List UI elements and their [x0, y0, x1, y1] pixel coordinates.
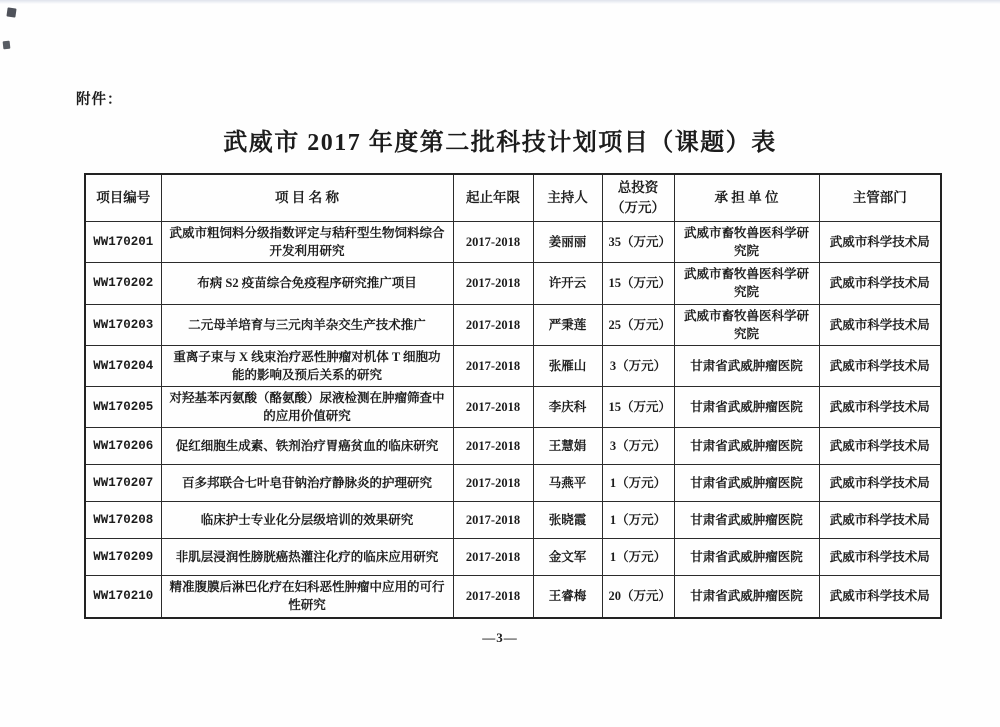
cell-department: 武威市科学技术局: [819, 387, 941, 428]
cell-investment: 35（万元）: [602, 222, 674, 263]
cell-period: 2017-2018: [453, 345, 533, 386]
cell-project-name: 百多邦联合七叶皂苷钠治疗静脉炎的护理研究: [161, 465, 453, 502]
page-number: —3—: [482, 630, 518, 645]
project-row: [85, 465, 941, 502]
cell-leader: 张雁山: [533, 345, 602, 386]
cell-project-id: WW170203: [85, 304, 161, 345]
cell-investment: 1（万元）: [602, 502, 674, 539]
cell-department: 武威市科学技术局: [819, 428, 941, 465]
cell-project-id: WW170208: [85, 502, 161, 539]
project-row: [85, 502, 941, 539]
col-header-project-id: 项目编号: [85, 174, 161, 222]
cell-period: 2017-2018: [453, 387, 533, 428]
cell-department: 武威市科学技术局: [819, 222, 941, 263]
project-row: [85, 263, 941, 304]
col-header-investment: [602, 174, 674, 222]
project-row: [85, 428, 941, 465]
cell-project-name: 对羟基苯丙氨酸（酪氨酸）尿液检测在肿瘤筛查中的应用价值研究: [161, 387, 453, 428]
cell-leader: 张晓霞: [533, 502, 602, 539]
cell-undertaker: 甘肃省武威肿瘤医院: [674, 539, 819, 576]
projects-table: [84, 173, 942, 619]
cell-project-name: 促红细胞生成素、铁剂治疗胃癌贫血的临床研究: [161, 428, 453, 465]
cell-department: 武威市科学技术局: [819, 539, 941, 576]
project-row: [85, 304, 941, 345]
cell-project-name: 二元母羊培育与三元肉羊杂交生产技术推广: [161, 304, 453, 345]
cell-investment: 25（万元）: [602, 304, 674, 345]
table-header-row: [85, 174, 941, 222]
cell-investment: 1（万元）: [602, 465, 674, 502]
cell-leader: 严秉莲: [533, 304, 602, 345]
cell-leader: 王慧娟: [533, 428, 602, 465]
project-row: [85, 222, 941, 263]
cell-project-id: WW170202: [85, 263, 161, 304]
cell-leader: 王睿梅: [533, 576, 602, 618]
col-header-period: 起止年限: [453, 174, 533, 222]
cell-undertaker: 甘肃省武威肿瘤医院: [674, 428, 819, 465]
cell-project-name: 武威市粗饲料分级指数评定与秸秆型生物饲料综合开发利用研究: [161, 222, 453, 263]
scan-edge-shadow: [0, 0, 1000, 4]
cell-undertaker: 甘肃省武威肿瘤医院: [674, 576, 819, 618]
cell-undertaker: 甘肃省武威肿瘤医院: [674, 502, 819, 539]
col-header-project-name: 项 目 名 称: [161, 174, 453, 222]
cell-investment: 3（万元）: [602, 428, 674, 465]
cell-project-name: 精准腹膜后淋巴化疗在妇科恶性肿瘤中应用的可行性研究: [161, 576, 453, 618]
cell-period: 2017-2018: [453, 428, 533, 465]
cell-period: 2017-2018: [453, 465, 533, 502]
project-row: [85, 345, 941, 386]
cell-project-id: WW170204: [85, 345, 161, 386]
cell-department: 武威市科学技术局: [819, 263, 941, 304]
col-header-leader: 主持人: [533, 174, 602, 222]
scan-artifact-mark: [6, 7, 16, 17]
cell-period: 2017-2018: [453, 222, 533, 263]
cell-project-id: WW170206: [85, 428, 161, 465]
col-header-department: 主管部门: [819, 174, 941, 222]
cell-project-id: WW170209: [85, 539, 161, 576]
cell-undertaker: 武威市畜牧兽医科学研究院: [674, 222, 819, 263]
cell-investment: 20（万元）: [602, 576, 674, 618]
cell-period: 2017-2018: [453, 263, 533, 304]
cell-department: 武威市科学技术局: [819, 345, 941, 386]
attachment-label: 附件：: [76, 92, 123, 108]
col-header-investment-line2: （万元）: [611, 200, 665, 215]
project-row: [85, 539, 941, 576]
col-header-investment-line1: 总投资: [617, 180, 659, 196]
cell-undertaker: 甘肃省武威肿瘤医院: [674, 387, 819, 428]
cell-period: 2017-2018: [453, 576, 533, 618]
cell-leader: 马燕平: [533, 465, 602, 502]
cell-department: 武威市科学技术局: [819, 465, 941, 502]
project-row: [85, 576, 941, 618]
project-row: [85, 387, 941, 428]
cell-investment: 1（万元）: [602, 539, 674, 576]
cell-leader: 姜丽丽: [533, 222, 602, 263]
cell-project-name: 重离子束与 X 线束治疗恶性肿瘤对机体 T 细胞功能的影响及预后关系的研究: [161, 345, 453, 386]
cell-project-name: 布病 S2 疫苗综合免疫程序研究推广项目: [161, 263, 453, 304]
cell-department: 武威市科学技术局: [819, 304, 941, 345]
cell-project-id: WW170210: [85, 576, 161, 618]
projects-table-body: [85, 222, 941, 618]
scan-artifact-mark: [3, 41, 11, 50]
cell-project-name: 临床护士专业化分层级培训的效果研究: [161, 502, 453, 539]
cell-undertaker: 武威市畜牧兽医科学研究院: [674, 263, 819, 304]
cell-leader: 金文军: [533, 539, 602, 576]
cell-leader: 李庆科: [533, 387, 602, 428]
cell-project-id: WW170205: [85, 387, 161, 428]
cell-undertaker: 甘肃省武威肿瘤医院: [674, 345, 819, 386]
cell-project-name: 非肌层浸润性膀胱癌热灌注化疗的临床应用研究: [161, 539, 453, 576]
cell-undertaker: 武威市畜牧兽医科学研究院: [674, 304, 819, 345]
document-title: 武威市 2017 年度第二批科技计划项目（课题）表: [223, 130, 777, 156]
cell-project-id: WW170201: [85, 222, 161, 263]
cell-project-id: WW170207: [85, 465, 161, 502]
cell-investment: 3（万元）: [602, 345, 674, 386]
col-header-undertaker: 承 担 单 位: [674, 174, 819, 222]
cell-period: 2017-2018: [453, 502, 533, 539]
cell-undertaker: 甘肃省武威肿瘤医院: [674, 465, 819, 502]
cell-department: 武威市科学技术局: [819, 502, 941, 539]
cell-period: 2017-2018: [453, 304, 533, 345]
cell-department: 武威市科学技术局: [819, 576, 941, 618]
cell-leader: 许开云: [533, 263, 602, 304]
cell-period: 2017-2018: [453, 539, 533, 576]
cell-investment: 15（万元）: [602, 263, 674, 304]
cell-investment: 15（万元）: [602, 387, 674, 428]
